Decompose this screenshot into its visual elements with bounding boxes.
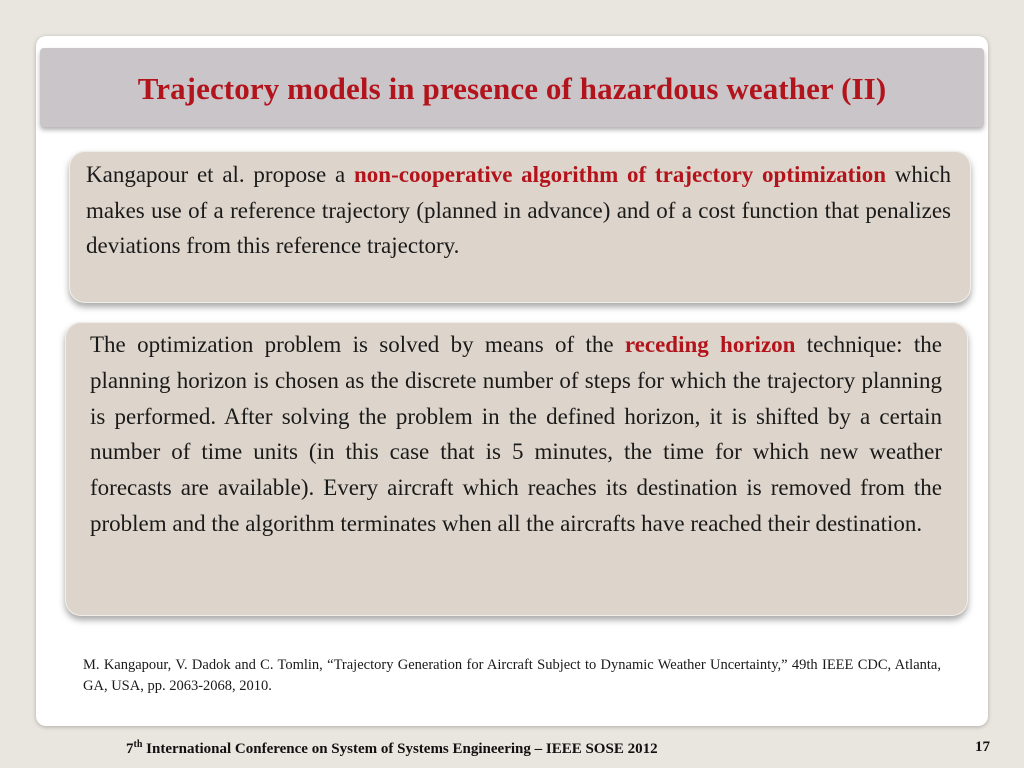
box1-text-b: which makes use of a reference trajectory (planned in advance) and of a cost function that penalizes deviations from this reference trajectory. (86, 162, 951, 259)
footer-conference (126, 739, 658, 758)
footer-ordinal-number: 7 (126, 741, 134, 757)
box2-paragraph (90, 327, 942, 542)
footer-conference-name: International Conference on System of Systems Engineering – IEEE SOSE 2012 (142, 741, 658, 757)
box1-paragraph (86, 157, 951, 264)
box2-text-b: technique: the planning horizon is chosen as the discrete number of steps for which the trajectory planning is performed. After solving the problem in the defined horizon, it is shifted by a certain number of time units (in this case that is 5 minutes, the time for which new weather forecasts are available). Every aircraft which reaches its destination is removed from the problem and the algorithm terminates when all the aircrafts have reached their destination. (90, 332, 942, 536)
content-box-2 (65, 322, 968, 616)
page-number: 17 (975, 739, 990, 755)
reference-citation: M. Kangapour, V. Dadok and C. Tomlin, “Trajectory Generation for Aircraft Subject to Dynamic Weather Uncertainty,” 49th IEEE CDC, Atlanta, GA, USA, pp. 2063-2068, 2010. (83, 657, 941, 694)
box1-text-a: Kangapour et al. propose a (86, 162, 354, 187)
content-box-1 (69, 151, 971, 303)
box2-text-a: The optimization problem is solved by means of the (90, 332, 625, 357)
footer (0, 735, 1024, 765)
footer-ordinal-suffix: th (133, 739, 143, 750)
box1-highlight: non-cooperative algorithm of trajectory optimization (354, 162, 886, 187)
title-bar (40, 48, 984, 127)
slide-title: Trajectory models in presence of hazardous weather (II) (137, 70, 887, 106)
box2-highlight: receding horizon (624, 332, 796, 357)
